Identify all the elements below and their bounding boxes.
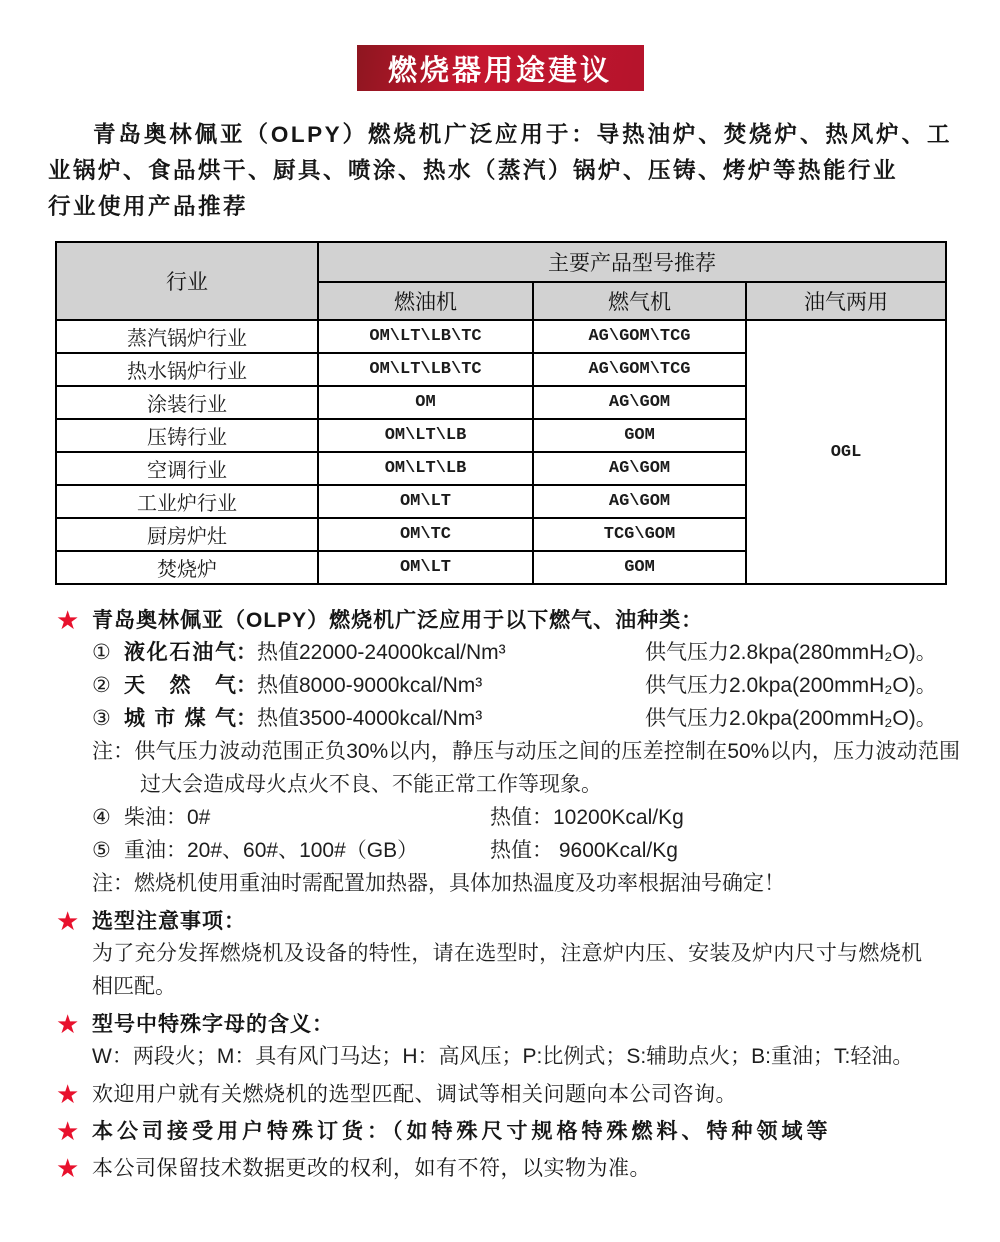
fuel-types-heading-row xyxy=(56,605,960,636)
oil-label: 柴油：0# xyxy=(124,806,211,829)
industry-cell: 压铸行业 xyxy=(56,419,318,452)
gas-model-cell: AG\GOM xyxy=(533,386,746,419)
colon: ： xyxy=(236,674,257,697)
gas-model-cell: GOM xyxy=(533,551,746,584)
letters-body: W：两段火；M：具有风门马达；H：高风压；P:比例式；S:辅助点火；B:重油；T:轻油。 xyxy=(92,1045,914,1068)
star-icon: ★ xyxy=(56,906,80,936)
gas-supply-pressure: 供气压力2.0kpa(200mmH₂O)。 xyxy=(645,674,937,697)
industry-cell: 厨房炉灶 xyxy=(56,518,318,551)
industry-column-header: 行业 xyxy=(56,242,318,320)
colon: ： xyxy=(236,641,257,664)
gas-item-natural xyxy=(92,669,960,702)
custom-order-text: 本公司接受用户特殊订货：（如特殊尺寸规格特殊燃料、特种领域等 xyxy=(92,1120,832,1143)
item-number: ② xyxy=(92,674,111,697)
item-number: ④ xyxy=(92,806,111,829)
industry-cell: 焚烧炉 xyxy=(56,551,318,584)
gas-calorific-value: 热值3500-4000kcal/Nm³ xyxy=(257,707,483,730)
selection-heading-row xyxy=(56,906,960,937)
dual-fuel-header: 油气两用 xyxy=(746,282,946,320)
gas-model-cell: AG\GOM\TCG xyxy=(533,320,746,353)
star-icon: ★ xyxy=(56,605,80,635)
gas-model-cell: AG\GOM xyxy=(533,485,746,518)
recommendation-table xyxy=(55,241,947,585)
gas-name: 城市煤气 xyxy=(124,707,236,730)
gas-burner-header: 燃气机 xyxy=(533,282,746,320)
star-icon: ★ xyxy=(56,1153,80,1183)
oil-model-cell: OM\LT\LB\TC xyxy=(318,353,533,386)
oil-model-cell: OM\LT xyxy=(318,485,533,518)
intro-paragraph: 青岛奥林佩亚（OLPY）燃烧机广泛应用于：导热油炉、焚烧炉、热风炉、工业锅炉、食品烘干、厨具、喷涂、热水（蒸汽）锅炉、压铸、烤炉等热能行业 xyxy=(48,122,952,183)
gas-supply-pressure: 供气压力2.8kpa(280mmH₂O)。 xyxy=(645,641,937,664)
star-icon: ★ xyxy=(56,1116,80,1146)
star-icon: ★ xyxy=(56,1009,80,1039)
gas-model-cell: AG\GOM xyxy=(533,452,746,485)
industry-cell: 蒸汽锅炉行业 xyxy=(56,320,318,353)
disclaimer-text: 本公司保留技术数据更改的权利，如有不符，以实物为准。 xyxy=(92,1157,651,1180)
consult-text: 欢迎用户就有关燃烧机的选型匹配、调试等相关问题向本公司咨询。 xyxy=(92,1083,737,1106)
fuel-types-heading: 青岛奥林佩亚（OLPY）燃烧机广泛应用于以下燃气、油种类： xyxy=(92,609,704,632)
industry-cell: 空调行业 xyxy=(56,452,318,485)
oil-burner-header: 燃油机 xyxy=(318,282,533,320)
selection-heading: 选型注意事项： xyxy=(92,910,246,933)
oil-model-cell: OM\LT xyxy=(318,551,533,584)
oil-item-heavy xyxy=(92,834,960,867)
table-header-row xyxy=(56,242,946,282)
letters-heading-row xyxy=(56,1009,960,1040)
gas-model-cell: AG\GOM\TCG xyxy=(533,353,746,386)
letters-heading: 型号中特殊字母的含义： xyxy=(92,1013,334,1036)
selection-body: 为了充分发挥燃烧机及设备的特性，请在选型时，注意炉内压、安装及炉内尺寸与燃烧机相匹配。 xyxy=(92,942,922,998)
gas-item-city xyxy=(92,702,960,735)
gas-name: 液化石油气 xyxy=(124,641,236,664)
heavy-oil-note: 注：燃烧机使用重油时需配置加热器，具体加热温度及功率根据油号确定！ xyxy=(92,872,785,895)
page-title: 燃烧器用途建议 xyxy=(387,54,612,87)
gas-model-cell: TCG\GOM xyxy=(533,518,746,551)
oil-model-cell: OM\TC xyxy=(318,518,533,551)
gas-pressure-note: 注：供气压力波动范围正负30%以内，静压与动压之间的压差控制在50%以内，压力波动范围过大会造成母火点火不良、不能正常工作等现象。 xyxy=(92,740,960,796)
gas-name: 天然气 xyxy=(124,674,236,697)
notes-sections xyxy=(56,605,960,1184)
gas-calorific-value: 热值8000-9000kcal/Nm³ xyxy=(257,674,483,697)
item-number: ③ xyxy=(92,707,111,730)
industry-cell: 涂装行业 xyxy=(56,386,318,419)
colon: ： xyxy=(236,707,257,730)
title-banner xyxy=(357,45,644,91)
oil-model-cell: OM xyxy=(318,386,533,419)
oil-model-cell: OM\LT\LB\TC xyxy=(318,320,533,353)
gas-calorific-value: 热值22000-24000kcal/Nm³ xyxy=(257,641,506,664)
item-number: ⑤ xyxy=(92,839,111,862)
star-icon: ★ xyxy=(56,1079,80,1109)
intro-subtitle: 行业使用产品推荐 xyxy=(48,194,249,219)
oil-model-cell: OM\LT\LB xyxy=(318,452,533,485)
oil-calorific-value: 热值： 9600Kcal/Kg xyxy=(490,839,678,862)
oil-label: 重油：20#、60#、100#（GB） xyxy=(124,839,419,862)
oil-calorific-value: 热值：10200Kcal/Kg xyxy=(490,806,684,829)
industry-cell: 热水锅炉行业 xyxy=(56,353,318,386)
extra-row-custom-order xyxy=(56,1116,960,1147)
oil-model-cell: OM\LT\LB xyxy=(318,419,533,452)
table-row xyxy=(56,320,946,353)
item-number: ① xyxy=(92,641,111,664)
gas-model-cell: GOM xyxy=(533,419,746,452)
group-column-header: 主要产品型号推荐 xyxy=(318,242,946,282)
industry-cell: 工业炉行业 xyxy=(56,485,318,518)
extra-row-consult xyxy=(56,1079,960,1110)
dual-fuel-cell: OGL xyxy=(746,320,946,584)
oil-item-diesel xyxy=(92,801,960,834)
extra-row-disclaimer xyxy=(56,1153,960,1184)
gas-supply-pressure: 供气压力2.0kpa(200mmH₂O)。 xyxy=(645,707,937,730)
gas-item-lpg xyxy=(92,636,960,669)
